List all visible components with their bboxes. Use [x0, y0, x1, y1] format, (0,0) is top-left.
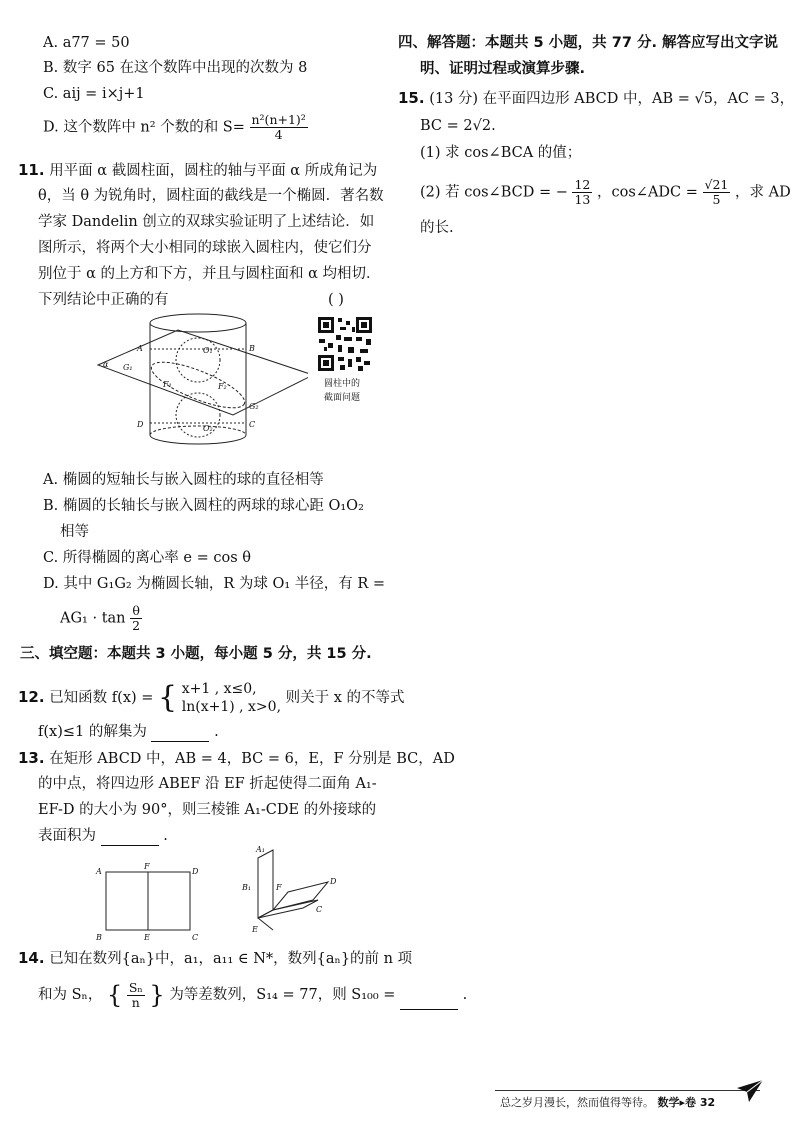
- fig-label-g2: G₂: [249, 402, 259, 411]
- q11-line-5: 别位于 α 的上方和下方，并且与圆柱面和 α 均相切．: [38, 266, 381, 282]
- q15-part-2-suffix: ，求 AD: [735, 184, 791, 201]
- fig-label-d: D: [137, 420, 144, 429]
- q12-period: .: [214, 724, 219, 740]
- fig-label-a: A: [96, 867, 102, 876]
- fig-label-a1: A₁: [256, 845, 265, 854]
- fig-label-e: E: [252, 925, 258, 934]
- q14-line-2: [38, 980, 467, 1010]
- q12-line-2-text: f(x)≤1 的解集为: [38, 724, 147, 740]
- footer-arrow-icon: ▸: [679, 1096, 686, 1109]
- dandelin-figure: [93, 305, 308, 455]
- q15-fraction-2: [703, 178, 731, 207]
- footer-subject: 数学: [657, 1096, 680, 1109]
- fraction-numerator: 12: [574, 177, 591, 192]
- q11-text: 用平面 α 截圆柱面，圆柱的轴与平面 α 所成角记为: [49, 163, 378, 179]
- q15-part-1: (1) 求 cos∠BCA 的值；: [420, 145, 582, 161]
- q13-line-2: 的中点，将四边形 ABEF 沿 EF 折起使得二面角 A₁-: [38, 776, 377, 792]
- fig-label-b: B: [249, 344, 255, 353]
- q11-line-1: [18, 160, 377, 181]
- q12-piece-2: ln(x+1) , x>0,: [181, 699, 282, 715]
- fig-label-d: D: [192, 867, 199, 876]
- q14-line-1: [18, 948, 412, 969]
- q14-text: 已知在数列{aₙ}中，a₁，a₁₁ ∈ N*，数列{aₙ}的前 n 项: [49, 951, 413, 967]
- q13-line-4-text: 表面积为: [38, 828, 96, 844]
- fig-label-c: C: [249, 420, 256, 429]
- footer: [500, 1094, 715, 1110]
- fig-label-e: E: [144, 933, 150, 942]
- paper-plane-icon: [735, 1078, 765, 1106]
- fig-label-f: F: [144, 862, 150, 871]
- brace-left: {: [106, 981, 123, 1009]
- fraction-numerator: Sₙ: [128, 979, 143, 995]
- q14-line-2-text: 和为 Sₙ，: [38, 987, 103, 1003]
- fraction-denominator: 5: [712, 192, 721, 207]
- fig-label-b: B: [96, 933, 102, 942]
- q11-answer-bracket[interactable]: ( ): [328, 292, 344, 308]
- q11-option-d-fraction: [130, 604, 142, 633]
- q11-line-2: θ，当 θ 为锐角时，圆柱面的截线是一个椭圆．著名数: [38, 188, 384, 204]
- plane-alpha: [98, 330, 308, 415]
- q12-line-2: [38, 722, 219, 742]
- q12-piece-1: x+1 , x≤0,: [181, 681, 257, 697]
- fig-label-o2: O₂: [203, 424, 213, 433]
- q10-option-d: [43, 113, 308, 142]
- qr-caption-1: 圆柱中的: [324, 379, 361, 389]
- q15-fraction-1: [572, 178, 592, 207]
- q14-line-2-mid: 为等差数列，S₁₄ = 77，则 S₁₀₀ =: [169, 987, 396, 1003]
- q10-option-c: C. aij = i×j+1: [43, 86, 145, 102]
- fraction-denominator: 13: [574, 192, 591, 207]
- q12-piecewise: [182, 680, 281, 716]
- fig-label-g1: G₁: [123, 363, 133, 372]
- fraction-denominator: 4: [274, 127, 283, 142]
- q11-option-a: A. 椭圆的短轴长与嵌入圆柱的球的直径相等: [43, 472, 324, 488]
- q12-number: 12.: [18, 688, 45, 706]
- q11-line-3: 学家 Dandelin 创立的双球实验证明了上述结论．如: [38, 214, 375, 230]
- q15-part-2-line-2: 的长.: [420, 220, 454, 236]
- fig-label-c: C: [192, 933, 199, 942]
- q14-answer-blank[interactable]: [400, 995, 458, 1010]
- q12-text: 已知函数 f(x) =: [49, 690, 154, 706]
- q10-option-d-fraction: [250, 113, 308, 142]
- fig-label-f1: F₁: [163, 380, 172, 389]
- q14-period: .: [462, 987, 468, 1003]
- q15-text: (13 分) 在平面四边形 ABCD 中，AB = √5，AC = 3，: [429, 91, 795, 107]
- q13-line-1: [18, 748, 455, 769]
- q10-option-b: B. 数字 65 在这个数阵中出现的次数为 8: [43, 60, 308, 76]
- q15-part-2-text: (2) 若 cos∠BCD = −: [420, 184, 568, 201]
- q15-part-2: [420, 178, 791, 207]
- q11-option-b-line-2: 相等: [60, 524, 89, 540]
- q13-line-4: [38, 826, 168, 846]
- q11-option-b-line-1: B. 椭圆的长轴长与嵌入圆柱的两球的球心距 O₁O₂: [43, 498, 364, 514]
- footer-motto: 总之岁月漫长，然而值得等待。: [500, 1096, 654, 1109]
- qr-code-icon[interactable]: [316, 315, 374, 373]
- q10-option-d-text: D. 这个数阵中 n² 个数的和 S=: [43, 119, 245, 136]
- q14-fraction: [127, 981, 145, 1010]
- q15-part-2-mid: ，cos∠ADC =: [597, 184, 698, 201]
- piecewise-brace: {: [158, 680, 178, 715]
- fraction-denominator: 2: [132, 618, 141, 633]
- folded-figure: [228, 840, 338, 945]
- footer-page-label: 卷 32: [685, 1096, 716, 1109]
- q13-answer-blank[interactable]: [101, 831, 159, 846]
- fig-label-f2: F₂: [218, 382, 227, 391]
- fraction-denominator: n: [131, 994, 140, 1010]
- q12-suffix: 则关于 x 的不等式: [285, 690, 405, 706]
- brace-right: }: [149, 981, 165, 1009]
- fig-label-f: F: [276, 883, 282, 892]
- fig-label-a: A: [137, 344, 143, 353]
- fig-label-b1: B₁: [242, 883, 252, 892]
- q12-line-1: [18, 680, 405, 716]
- q12-answer-blank[interactable]: [151, 727, 209, 742]
- fig-label-d: D: [330, 877, 337, 886]
- q13-number: 13.: [18, 749, 45, 767]
- q11-option-d-line-1: D. 其中 G₁G₂ 为椭圆长轴，R 为球 O₁ 半径，有 R =: [43, 576, 386, 592]
- q11-option-d-line-2: [60, 604, 142, 633]
- fig-label-o1: O₁: [203, 346, 213, 355]
- fig-label-alpha: α: [103, 360, 109, 369]
- section-4-heading-line-1: 四、解答题：本题共 5 小题，共 77 分. 解答应写出文字说: [398, 35, 779, 51]
- q15-line-2: BC = 2√2.: [420, 118, 496, 134]
- qr-caption-2: 截面问题: [324, 393, 361, 403]
- q10-option-a: A. a77 = 50: [43, 35, 130, 51]
- fraction-numerator: n²(n+1)²: [251, 112, 306, 127]
- q11-line-4: 图所示，将两个大小相同的球嵌入圆柱内，使它们分: [38, 240, 372, 256]
- q13-line-3: EF-D 的大小为 90°，则三棱锥 A₁-CDE 的外接球的: [38, 802, 377, 818]
- section-4-heading-line-2: 明、证明过程或演算步骤.: [420, 61, 586, 77]
- q11-option-d-text: AG₁ · tan: [60, 610, 126, 627]
- q11-option-c: C. 所得椭圆的离心率 e = cos θ: [43, 550, 251, 566]
- q11-line-6: 下列结论中正确的有: [38, 292, 169, 308]
- footer-divider: [495, 1090, 760, 1091]
- q11-number: 11.: [18, 161, 45, 179]
- fraction-numerator: √21: [704, 177, 729, 192]
- q13-period: .: [163, 828, 168, 844]
- fig-label-c: C: [316, 905, 323, 914]
- fraction-numerator: θ: [130, 604, 142, 619]
- q15-number: 15.: [398, 89, 425, 107]
- q13-text: 在矩形 ABCD 中，AB = 4，BC = 6，E，F 分别是 BC，AD: [49, 751, 455, 767]
- section-3-heading: 三、填空题：本题共 3 小题，每小题 5 分，共 15 分.: [20, 646, 372, 662]
- q15-line-1: [398, 88, 794, 109]
- q14-number: 14.: [18, 949, 45, 967]
- rectangle-figure: [93, 860, 203, 945]
